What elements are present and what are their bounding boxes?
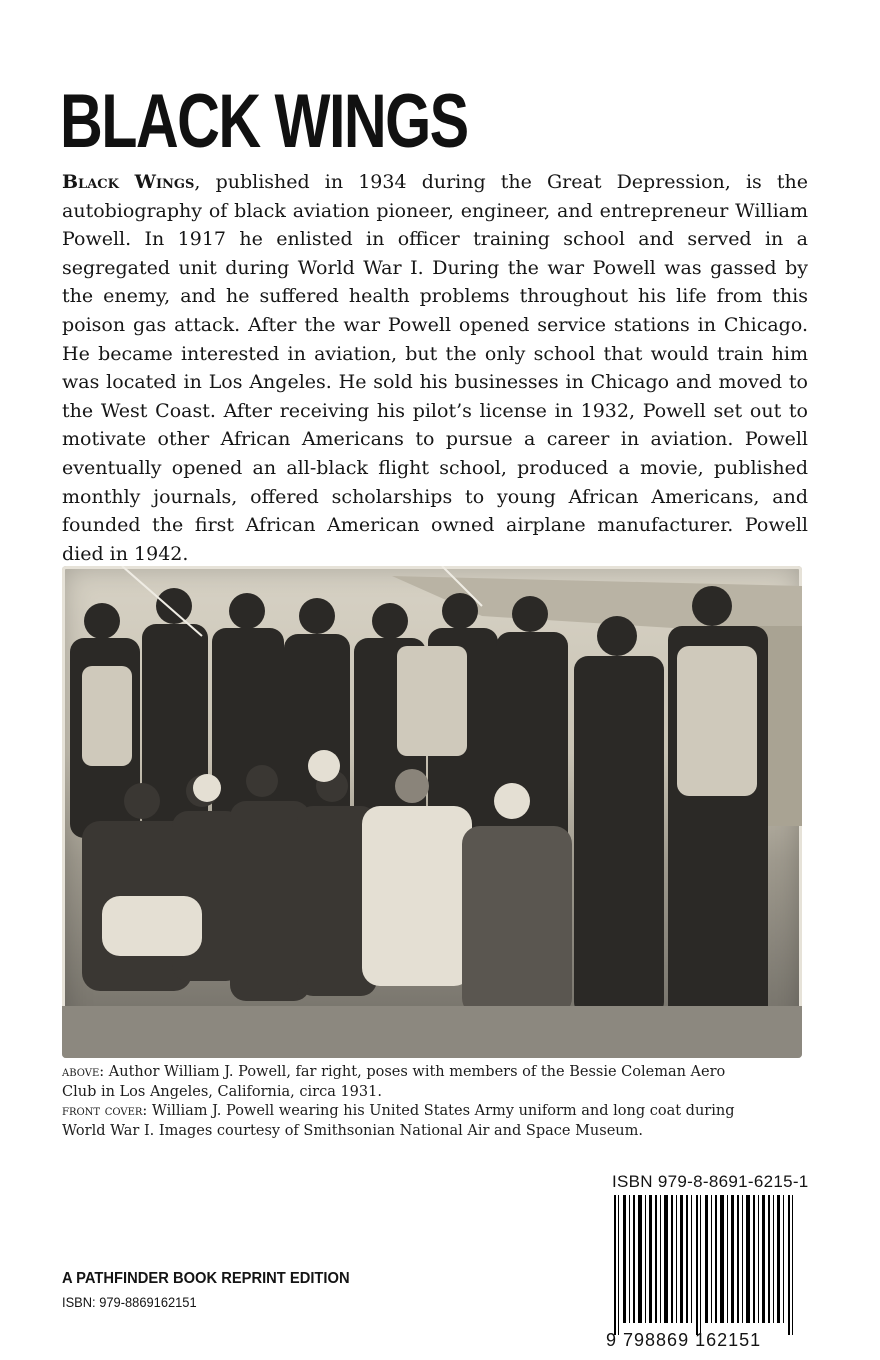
book-title: BLACK WINGS [60,79,468,164]
caption-above [62,1063,762,1102]
barcode-digits: 9 798869 162151 [606,1330,762,1350]
group-photo [62,566,802,1058]
caption-front-cover [62,1102,762,1141]
edition-isbn: ISBN: 979-8869162151 [62,1294,197,1310]
caption-above-label: above: [62,1064,105,1080]
caption-above-text: Author William J. Powell, far right, poses with members of the Bessie Coleman Aero Club in Los Angeles, California, circa 1931. [62,1064,726,1100]
blurb-lead: Black Wings [62,171,195,193]
edition-line: A PATHFINDER BOOK REPRINT EDITION [62,1270,350,1287]
barcode-isbn-label: ISBN 979-8-8691-6215-1 [612,1172,809,1191]
caption-front-text: William J. Powell wearing his United States Army uniform and long coat during World War I. Images courtesy of Smithsonian National Air and Space Museum. [62,1103,735,1139]
caption-front-label: front cover: [62,1103,148,1119]
back-cover-blurb [62,168,808,568]
group-photo-illustration [62,566,802,1058]
photo-caption [62,1063,762,1141]
blurb-body: , published in 1934 during the Great Depression, is the autobiography of black aviation pioneer, engineer, and entrepreneur William Powell. In 1917 he enlisted in officer training school and served in a segregated unit during World War I. During the war Powell was gassed by the enemy, and he suffered health problems throughout his life from this poison gas attack. After the war Powell opened service stations in Chicago. He became interested in aviation, but the only school that would train him was located in Los Angeles. He sold his businesses in Chicago and moved to the West Coast. After receiving his pilot’s license in 1932, Powell set out to motivate other African Americans to pursue a career in aviation. Powell eventually opened an all-black flight school, produced a movie, published monthly journals, offered scholarships to young African Americans, and founded the first African American owned airplane manufacturer. Powell died in 1942. [62,171,808,565]
